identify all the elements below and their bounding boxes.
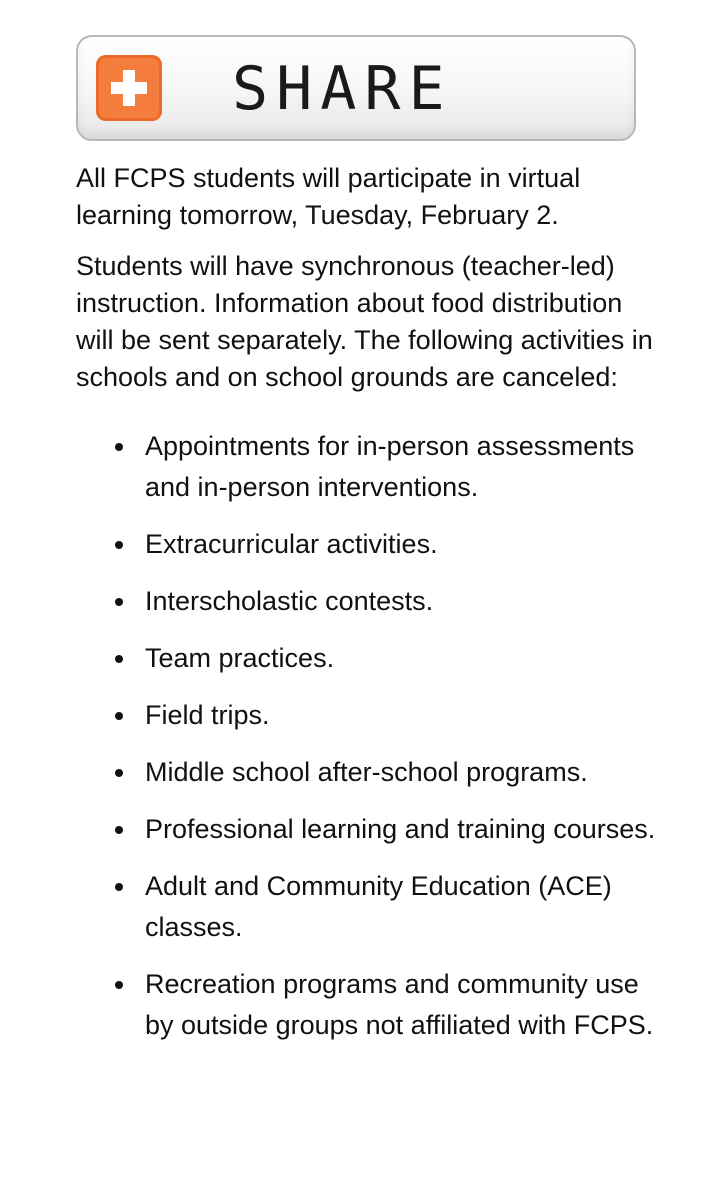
announcement-paragraph: All FCPS students will participate in virtual learning tomorrow, Tuesday, February 2. xyxy=(76,163,581,230)
list-item: Extracurricular activities. xyxy=(145,524,656,565)
list-item: Middle school after-school programs. xyxy=(145,752,656,793)
canceled-activities-list xyxy=(76,426,656,1046)
share-button-label: SHARE xyxy=(232,54,453,124)
announcement-paragraph: Students will have synchronous (teacher-led) instruction. Information about food distribution will be sent separately. The following activities in schools and on school grounds are canceled: xyxy=(76,251,653,392)
share-button[interactable] xyxy=(76,35,636,141)
list-item: Interscholastic contests. xyxy=(145,581,656,622)
announcement-content xyxy=(76,160,656,1062)
list-item: Recreation programs and community use by outside groups not affiliated with FCPS. xyxy=(145,964,656,1046)
plus-icon-vertical-bar xyxy=(123,70,135,106)
list-item: Adult and Community Education (ACE) classes. xyxy=(145,866,656,948)
list-item: Team practices. xyxy=(145,638,656,679)
list-item: Professional learning and training courses. xyxy=(145,809,656,850)
list-item: Field trips. xyxy=(145,695,656,736)
list-item: Appointments for in-person assessments and in-person interventions. xyxy=(145,426,656,508)
plus-icon xyxy=(96,55,162,121)
